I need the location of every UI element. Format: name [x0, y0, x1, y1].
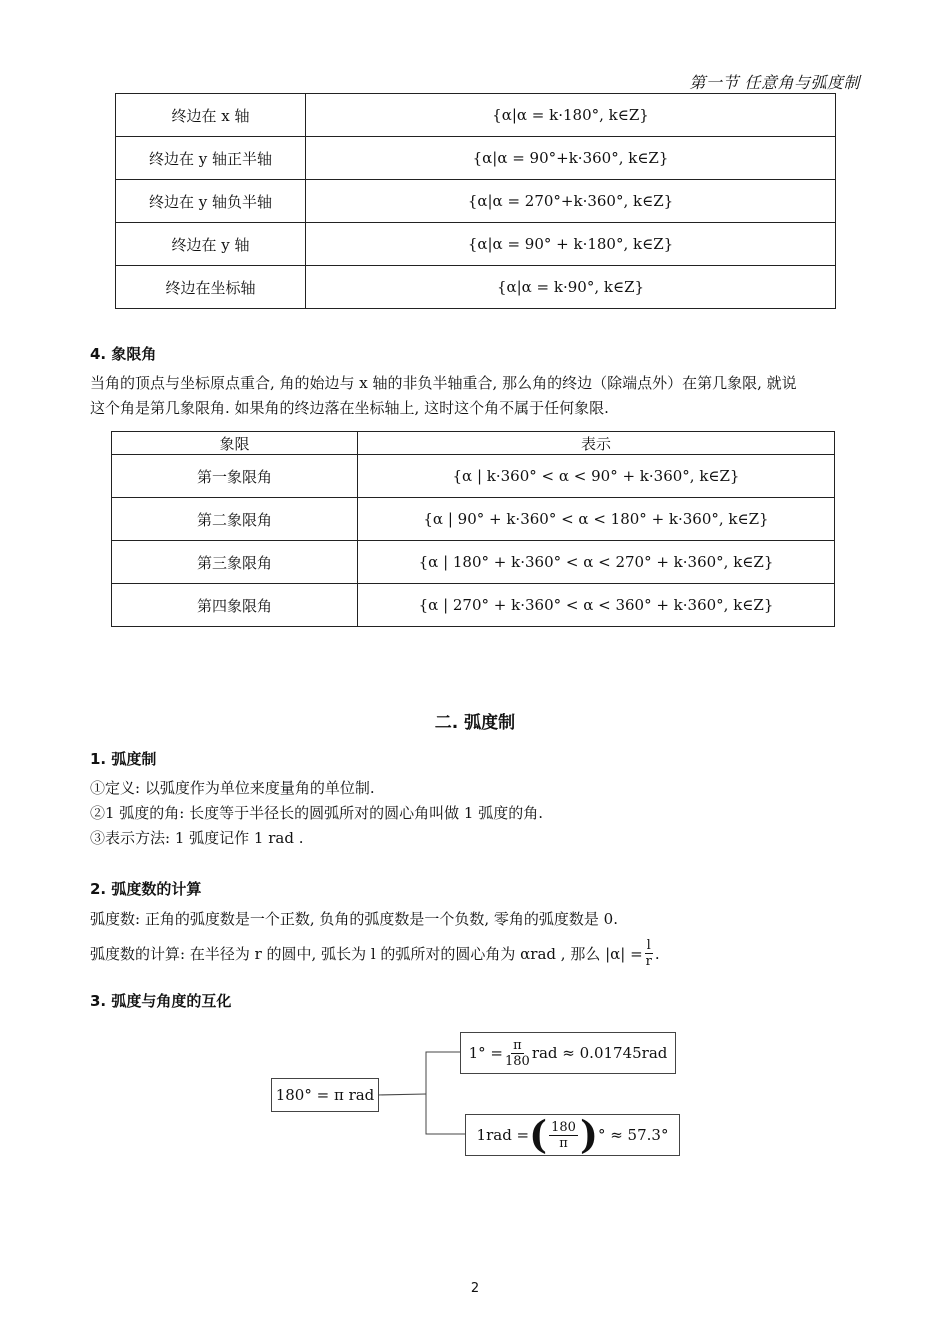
- section4-heading: 4. 象限角: [90, 345, 157, 363]
- s1-item-3: ③表示方法: 1 弧度记作 1 rad .: [90, 829, 304, 847]
- page-header-title: 第一节 任意角与弧度制: [689, 73, 860, 92]
- s1-item-1: ①定义: 以弧度作为单位来度量角的单位制.: [90, 779, 375, 797]
- quadrant-label: 第三象限角: [112, 541, 358, 584]
- terminal-side-label: 终边在 x 轴: [116, 94, 306, 137]
- page-number: 2: [470, 1281, 480, 1296]
- quadrant-label: 第一象限角: [112, 455, 358, 498]
- fraction-numerator: π: [513, 1037, 522, 1053]
- table-header-quadrant: 象限: [112, 432, 358, 455]
- 180-over-pi-fraction: [549, 1120, 578, 1151]
- terminal-side-label: 终边在 y 轴正半轴: [116, 137, 306, 180]
- table-header-expression: 表示: [358, 432, 835, 455]
- s2-line1: 弧度数: 正角的弧度数是一个正数, 负角的弧度数是一个负数, 零角的弧度数是 0.: [90, 910, 618, 928]
- part2-title: 二. 弧度制: [434, 713, 516, 733]
- fraction-denominator: r: [645, 954, 652, 969]
- quadrant-formula: {α | 90° + k·360° < α < 180° + k·360°, k∈Z}: [358, 498, 835, 541]
- pi-over-180-fraction: [505, 1038, 530, 1069]
- quadrant-formula: {α | k·360° < α < 90° + k·360°, k∈Z}: [358, 455, 835, 498]
- degree-prefix: 1° =: [468, 1044, 503, 1062]
- right-paren-icon: ): [579, 1112, 598, 1157]
- s1-heading: 1. 弧度制: [90, 750, 157, 768]
- fraction-denominator: π: [559, 1135, 568, 1151]
- diagram-center-box: [271, 1078, 379, 1112]
- quadrant-formula: {α | 180° + k·360° < α < 270° + k·360°, k∈Z}: [358, 541, 835, 584]
- quadrant-label: 第二象限角: [112, 498, 358, 541]
- s1-item-2: ②1 弧度的角: 长度等于半径长的圆弧所对的圆心角叫做 1 弧度的角.: [90, 804, 543, 822]
- terminal-side-label: 终边在 y 轴: [116, 223, 306, 266]
- terminal-side-formula: {α|α = k·90°, k∈Z}: [306, 266, 836, 309]
- radian-prefix: 1rad =: [476, 1126, 530, 1144]
- fraction-denominator: 180: [504, 1053, 530, 1069]
- fraction-numerator: 180: [551, 1119, 576, 1135]
- fraction-numerator: l: [646, 938, 651, 953]
- terminal-side-label: 终边在 y 轴负半轴: [116, 180, 306, 223]
- degree-suffix: rad ≈ 0.01745rad: [531, 1044, 668, 1062]
- section4-line2: 这个角是第几象限角. 如果角的终边落在坐标轴上, 这时这个角不属于任何象限.: [90, 399, 609, 417]
- diagram-center-text: 180° = π rad: [275, 1086, 375, 1104]
- diagram-top-box: [460, 1032, 676, 1074]
- terminal-side-formula: {α|α = 90°+k·360°, k∈Z}: [306, 137, 836, 180]
- s3-heading: 3. 弧度与角度的互化: [90, 992, 232, 1010]
- terminal-side-formula: {α|α = k·180°, k∈Z}: [306, 94, 836, 137]
- terminal-side-label: 终边在坐标轴: [116, 266, 306, 309]
- quadrant-label: 第四象限角: [112, 584, 358, 627]
- s2-line2-prefix: 弧度数的计算: 在半径为 r 的圆中, 弧长为 l 的弧所对的圆心角为 αrad , 那么 |α| =: [90, 944, 643, 963]
- terminal-side-formula: {α|α = 90° + k·180°, k∈Z}: [306, 223, 836, 266]
- radian-suffix: ° ≈ 57.3°: [597, 1126, 669, 1144]
- quadrant-formula: {α | 270° + k·360° < α < 360° + k·360°, k∈Z}: [358, 584, 835, 627]
- diagram-bottom-box: [465, 1114, 680, 1156]
- left-paren-icon: (: [529, 1112, 548, 1157]
- s2-line2-suffix: .: [654, 944, 660, 963]
- terminal-side-formula: {α|α = 270°+k·360°, k∈Z}: [306, 180, 836, 223]
- s2-heading: 2. 弧度数的计算: [90, 880, 202, 898]
- section4-line1: 当角的顶点与坐标原点重合, 角的始边与 x 轴的非负半轴重合, 那么角的终边（除端点外）在第几象限, 就说: [90, 374, 797, 392]
